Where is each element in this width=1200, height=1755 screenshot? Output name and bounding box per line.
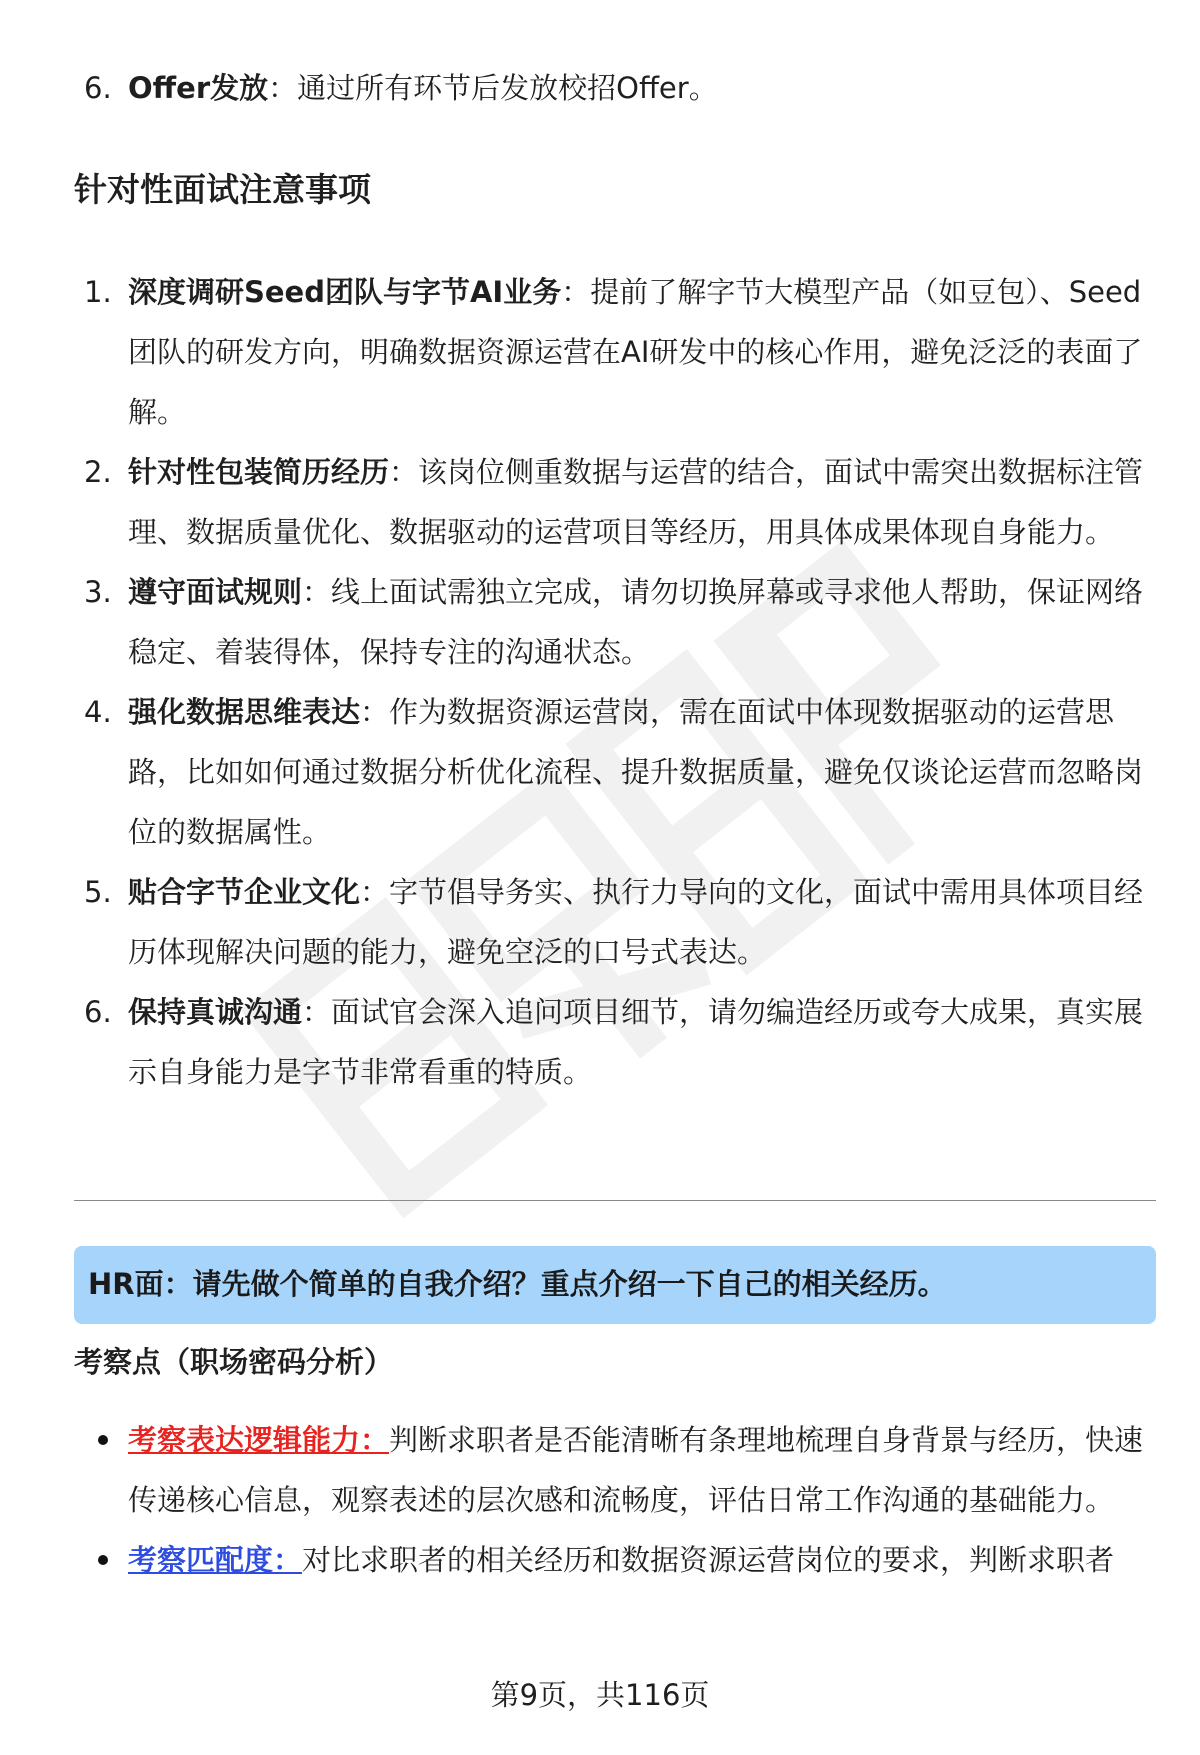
list-item (74, 682, 1164, 862)
question-box (74, 1246, 1156, 1324)
list-item-text: ：提前了解字节大模型产品（如豆包）、Seed团队的研发方向，明确数据资源运营在AI研发中的核心作用，避免泛泛的表面了解。 (128, 275, 1143, 429)
list-item-number: 4. (84, 695, 112, 729)
list-item-title: 针对性包装简历经历 (128, 455, 390, 489)
list-item-title: 贴合字节企业文化 (128, 875, 361, 909)
top-item-title: Offer发放 (128, 71, 269, 105)
bullet-item (74, 1530, 1164, 1590)
question-text: HR面：请先做个简单的自我介绍？重点介绍一下自己的相关经历。 (88, 1267, 947, 1301)
list-item-title: 强化数据思维表达 (128, 695, 361, 729)
section-heading: 针对性面试注意事项 (74, 170, 371, 209)
list-item-number: 6. (84, 995, 112, 1029)
list-item (74, 862, 1164, 982)
bullet-dot-icon (98, 1435, 108, 1445)
list-item-text: ：该岗位侧重数据与运营的结合，面试中需突出数据标注管理、数据质量优化、数据驱动的运营项目等经历，用具体成果体现自身能力。 (128, 455, 1144, 549)
bullet-item (74, 1410, 1164, 1530)
bullet-item-text: 对比求职者的相关经历和数据资源运营岗位的要求，判断求职者 (302, 1543, 1115, 1577)
list-item (74, 442, 1164, 562)
list-item-title: 遵守面试规则 (128, 575, 303, 609)
list-item-title: 保持真诚沟通 (128, 995, 303, 1029)
list-item-number: 1. (84, 275, 112, 309)
list-item (74, 562, 1164, 682)
top-list-item (84, 68, 718, 108)
horizontal-divider (74, 1200, 1156, 1201)
list-item-text: ：作为数据资源运营岗，需在面试中体现数据驱动的运营思路，比如如何通过数据分析优化流程、提升数据质量，避免仅谈论运营而忽略岗位的数据属性。 (128, 695, 1144, 849)
list-item-text: ：字节倡导务实、执行力导向的文化，面试中需用具体项目经历体现解决问题的能力，避免空泛的口号式表达。 (128, 875, 1144, 969)
top-item-text: ：通过所有环节后发放校招Offer。 (268, 71, 718, 105)
list-item-number: 2. (84, 455, 112, 489)
bullet-item-text: 判断求职者是否能清晰有条理地梳理自身背景与经历，快速传递核心信息，观察表述的层次感和流畅度，评估日常工作沟通的基础能力。 (128, 1423, 1144, 1517)
notes-list (74, 262, 1164, 1102)
analysis-heading: 考察点（职场密码分析） (74, 1345, 394, 1379)
list-item-number: 3. (84, 575, 112, 609)
list-item-number: 5. (84, 875, 112, 909)
list-item (74, 262, 1164, 442)
bullet-item-title: 考察匹配度： (128, 1543, 303, 1577)
list-item-title: 深度调研Seed团队与字节AI业务 (128, 275, 562, 309)
list-item-text: ：面试官会深入追问项目细节，请勿编造经历或夸大成果，真实展示自身能力是字节非常看重的特质。 (128, 995, 1144, 1089)
analysis-points-list (74, 1410, 1164, 1590)
list-item-text: ：线上面试需独立完成，请勿切换屏幕或寻求他人帮助，保证网络稳定、着装得体，保持专注的沟通状态。 (128, 575, 1144, 669)
page-footer: 第9页，共116页 (490, 1678, 710, 1712)
top-item-number: 6. (84, 71, 112, 105)
bullet-dot-icon (98, 1555, 108, 1565)
bullet-item-title: 考察表达逻辑能力： (128, 1423, 390, 1457)
list-item (74, 982, 1164, 1102)
